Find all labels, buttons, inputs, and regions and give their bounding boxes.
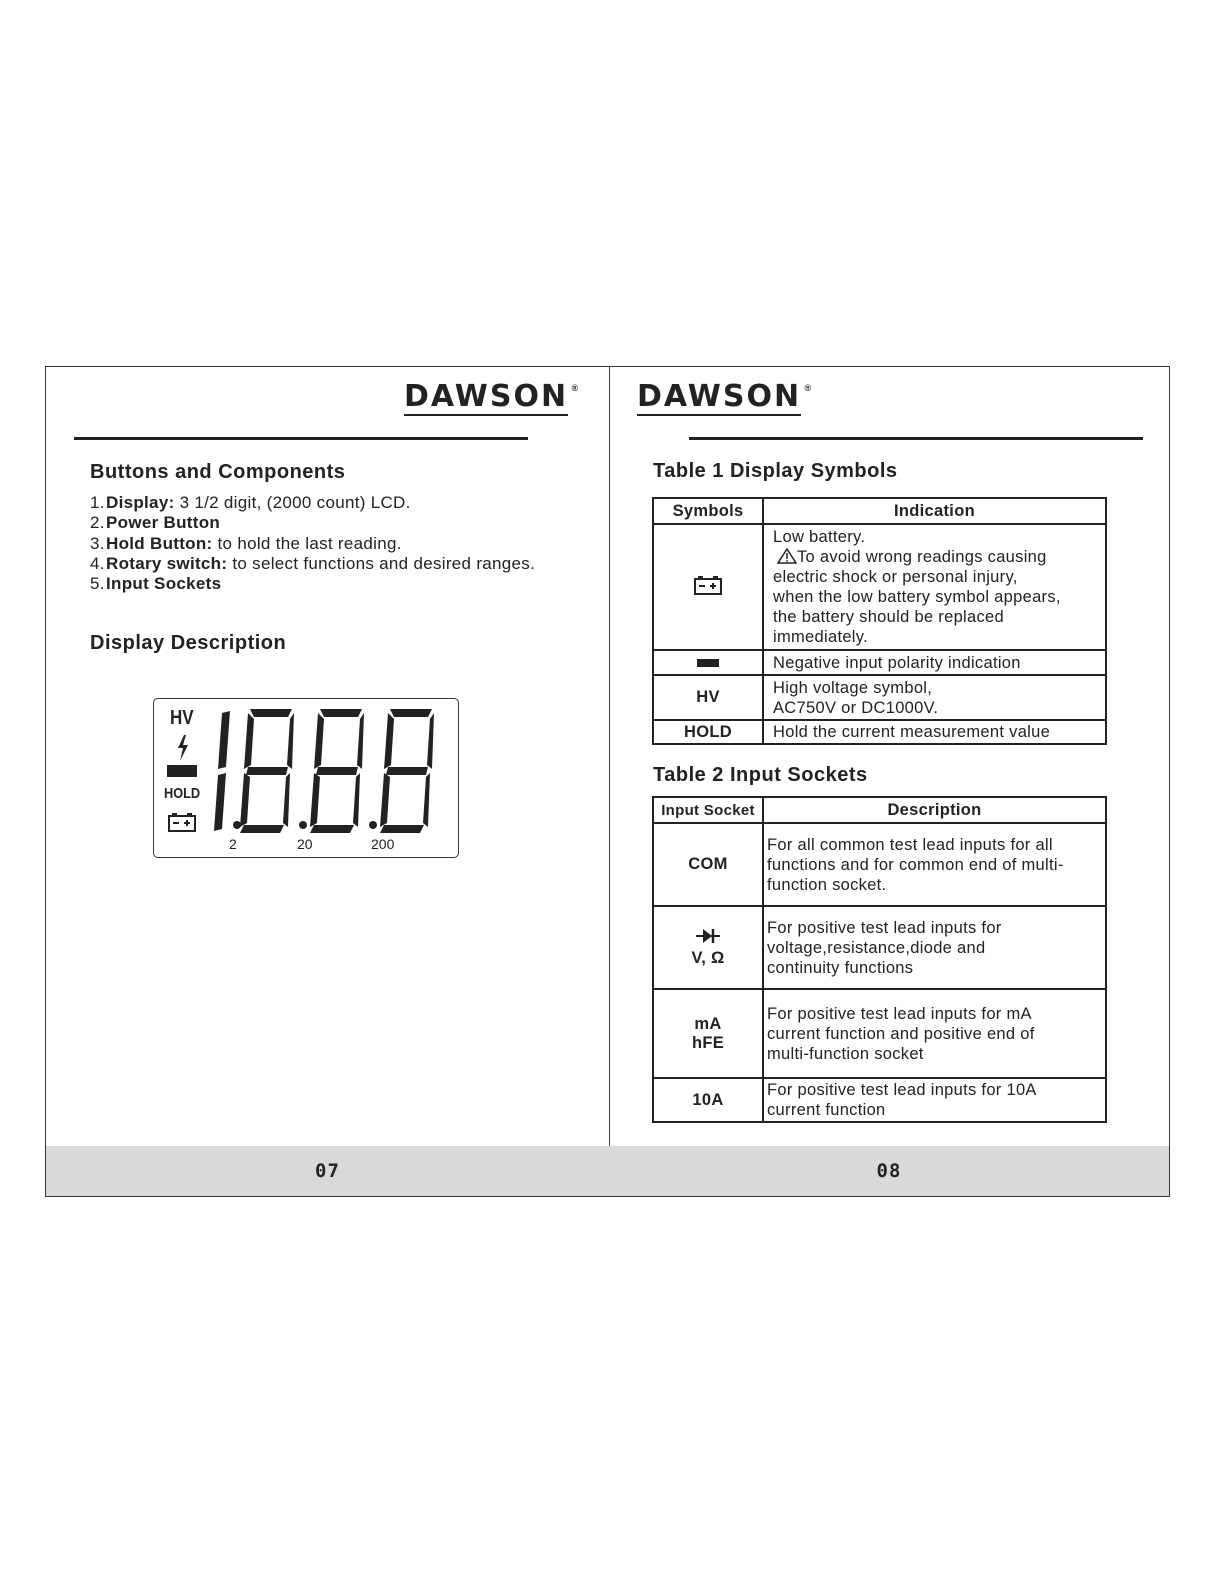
battery-icon [168, 812, 196, 832]
column-header: Input Socket [653, 797, 763, 823]
brand-logo [637, 379, 812, 416]
indication-cell: Hold the current measurement value [763, 720, 1106, 744]
components-list [90, 493, 560, 594]
battery-icon [693, 575, 723, 595]
symbol-cell [653, 650, 763, 675]
indication-cell: High voltage symbol, AC750V or DC1000V. [763, 675, 1106, 720]
table-row [653, 650, 1106, 675]
indication-cell: Low battery. To avoid wrong readings causing electric shock or personal injury, when the low battery symbol appears, the battery should be replaced immediately. [763, 524, 1106, 650]
left-page [46, 367, 609, 1196]
list-item: 1. Display: 3 1/2 digit, (2000 count) LCD. [90, 493, 411, 512]
socket-cell: mA hFE [653, 989, 763, 1078]
lcd-range-label: 200 [371, 836, 395, 852]
list-item: 3. Hold Button: to hold the last reading. [90, 533, 402, 553]
socket-cell: COM [653, 823, 763, 906]
brand-logo-text: DAWSON [637, 379, 802, 414]
table-row [653, 524, 1106, 650]
list-item: 4. Rotary switch: to select functions and desired ranges. [90, 553, 536, 573]
table-header-row [653, 797, 1106, 823]
table-row [653, 675, 1106, 720]
lcd-digits-icon [210, 707, 450, 835]
description-cell: For all common test lead inputs for all functions and for common end of multi- function socket. [763, 823, 1106, 906]
table-row [653, 1078, 1106, 1122]
symbol-cell: HOLD [653, 720, 763, 744]
table-row [653, 906, 1106, 989]
section-title-buttons: Buttons and Components [90, 461, 346, 483]
page-number: 07 [315, 1160, 340, 1182]
footer-band [46, 1146, 609, 1196]
column-header: Description [763, 797, 1106, 823]
table1-title: Table 1 Display Symbols [653, 460, 898, 482]
section-title-display: Display Description [90, 632, 287, 654]
description-cell: For positive test lead inputs for voltage,resistance,diode and continuity functions [763, 906, 1106, 989]
registered-mark-icon: ® [804, 383, 812, 393]
list-item: 5. Input Sockets [90, 574, 222, 594]
symbol-cell: HV [653, 675, 763, 720]
header-rule [689, 437, 1143, 440]
socket-cell: 10A [653, 1078, 763, 1122]
right-page [609, 367, 1169, 1196]
lightning-icon [176, 735, 190, 761]
minus-bar-icon [697, 659, 719, 667]
column-header: Symbols [653, 498, 763, 524]
table-row [653, 720, 1106, 744]
table-row [653, 823, 1106, 906]
lcd-display [153, 698, 459, 858]
header-rule [74, 437, 528, 440]
brand-logo [404, 379, 579, 416]
manual-spread [45, 366, 1170, 1197]
diode-icon [696, 928, 720, 944]
table-row [653, 989, 1106, 1078]
warning-triangle-icon [777, 548, 797, 564]
footer-band [609, 1146, 1169, 1196]
display-symbols-table [652, 497, 1107, 745]
column-header: Indication [763, 498, 1106, 524]
lcd-hold-label: HOLD [164, 785, 201, 802]
symbol-cell [653, 524, 763, 650]
lcd-hv-label: HV [170, 707, 194, 729]
brand-logo-text: DAWSON [404, 379, 569, 414]
list-item: 2. Power Button [90, 513, 221, 533]
description-cell: For positive test lead inputs for 10A current function [763, 1078, 1106, 1122]
negative-polarity-icon [167, 765, 197, 777]
socket-cell: V, Ω [653, 906, 763, 989]
table2-title: Table 2 Input Sockets [653, 764, 868, 786]
registered-mark-icon: ® [571, 383, 579, 393]
description-cell: For positive test lead inputs for mA current function and positive end of multi-function socket [763, 989, 1106, 1078]
lcd-range-label: 20 [297, 836, 313, 852]
lcd-range-label: 2 [229, 836, 237, 852]
indication-cell: Negative input polarity indication [763, 650, 1106, 675]
table-header-row [653, 498, 1106, 524]
input-sockets-table [652, 796, 1107, 1123]
page-number: 08 [876, 1160, 902, 1182]
